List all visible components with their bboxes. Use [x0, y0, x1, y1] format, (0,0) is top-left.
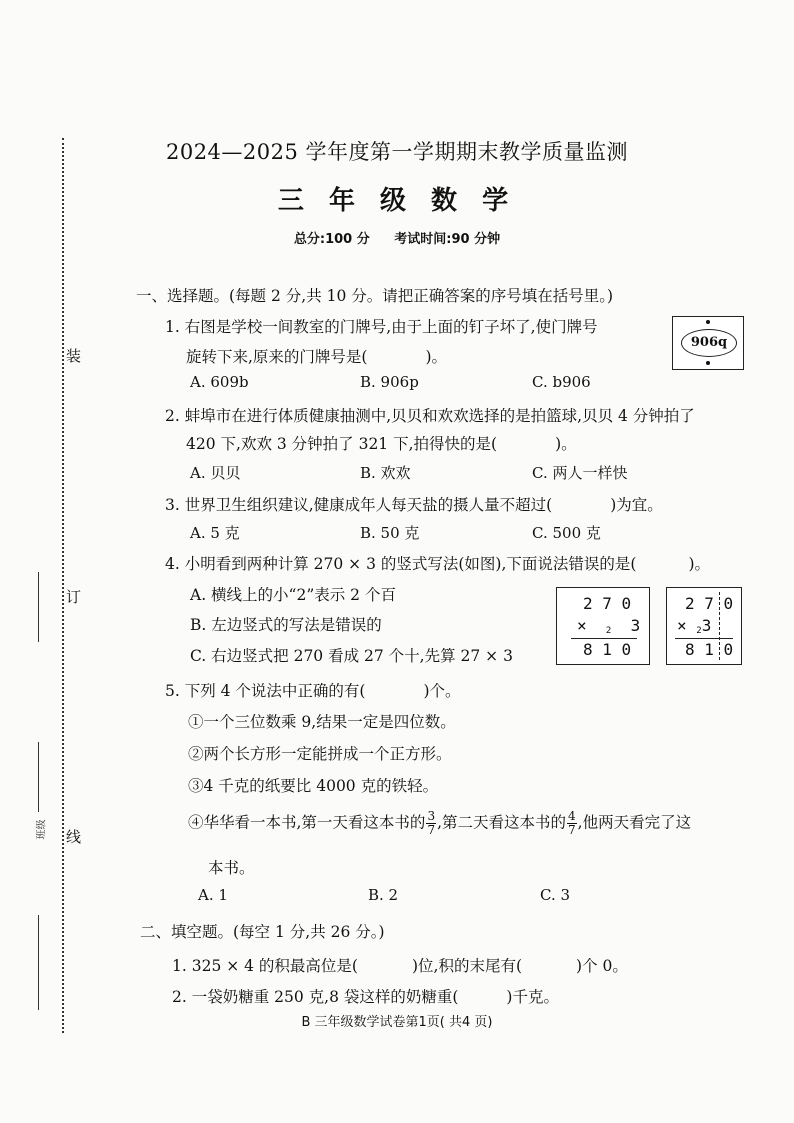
door-plate-figure: [672, 316, 744, 370]
side-label-class: 班级: [36, 819, 48, 840]
q3-option-a[interactable]: A. 5 克: [190, 524, 240, 542]
q2-option-a[interactable]: A. 贝贝: [190, 464, 241, 482]
q2-line1: 2. 蚌埠市在进行体质健康抽测中,贝贝和欢欢选择的是拍篮球,贝贝 4 分钟拍了: [165, 407, 695, 425]
q2-option-c[interactable]: C. 两人一样快: [532, 464, 628, 482]
q3-line1: 3. 世界卫生组织建议,健康成年人每天盐的摄人量不超过( )为宜。: [165, 496, 663, 514]
q5-statement-3: ③4 千克的纸要比 4000 克的铁轻。: [188, 777, 439, 795]
calc-left-rule: [571, 638, 637, 639]
section2-heading: 二、填空题。(每空 1 分,共 26 分。): [140, 923, 385, 941]
q4-option-c[interactable]: C. 右边竖式把 270 看成 27 个十,先算 27 × 3: [190, 647, 513, 665]
calc-right-mult-row: × 23: [677, 616, 712, 636]
q1-line1: 1. 右图是学校一间教室的门牌号,由于上面的钉子坏了,使门牌号: [165, 318, 598, 336]
total-score: 总分:100 分: [293, 232, 370, 247]
nail-top: [706, 320, 710, 324]
q4-line1: 4. 小明看到两种计算 270 × 3 的竖式写法(如图),下面说法错误的是( )。: [165, 555, 710, 573]
q5-statement-1: ①一个三位数乘 9,结果一定是四位数。: [188, 713, 456, 731]
calc-right-divider: [719, 592, 720, 660]
calc-right-rule: [675, 638, 733, 639]
binding-char-zhuang: 装: [66, 347, 82, 365]
fraction-4-7: $\frac{4}{7}$: [568, 809, 576, 837]
q4-option-b[interactable]: B. 左边竖式的写法是错误的: [190, 616, 382, 634]
binding-char-xian: 线: [66, 828, 82, 846]
q4-option-a[interactable]: A. 横线上的小“2”表示 2 个百: [190, 586, 396, 604]
q1-option-a[interactable]: A. 609b: [190, 373, 249, 391]
binding-char-ding: 订: [66, 588, 82, 606]
vertical-calc-right: [666, 587, 742, 665]
q5-statement-2: ②两个长方形一定能拼成一个正方形。: [188, 745, 452, 763]
q2-line2: 420 下,欢欢 3 分钟拍了 321 下,拍得快的是( )。: [186, 435, 577, 453]
q5-option-c[interactable]: C. 3: [540, 886, 571, 904]
q1-option-b[interactable]: B. 906p: [360, 373, 419, 391]
calc-right-top: 2 7 0: [685, 594, 734, 613]
q1-option-c[interactable]: C. b906: [532, 373, 591, 391]
calc-left-top: 2 7 0: [583, 594, 632, 613]
fraction-3-7: $\frac{3}{7}$: [427, 809, 436, 837]
q5-option-b[interactable]: B. 2: [368, 886, 399, 904]
subject-title: 三 年 级 数 学: [277, 186, 517, 216]
q5-statement-4-cont: 本书。: [208, 859, 255, 877]
class-fill-line: [38, 742, 39, 812]
number-fill-line: [38, 915, 39, 1010]
calc-right-result: 8 1 0: [685, 640, 734, 659]
binding-dotted-line: [62, 138, 64, 1033]
q5-option-a[interactable]: A. 1: [198, 886, 228, 904]
q1-line2: 旋转下来,原来的门牌号是( )。: [186, 348, 448, 366]
page-footer: B 三年级数学试卷第1页( 共4 页): [301, 1015, 493, 1030]
q3-option-b[interactable]: B. 50 克: [360, 524, 420, 542]
s2-q2: 2. 一袋奶糖重 250 克,8 袋这样的奶糖重( )千克。: [172, 988, 559, 1006]
q2-option-b[interactable]: B. 欢欢: [360, 464, 411, 482]
s2-q1: 1. 325 × 4 的积最高位是( )位,积的末尾有( )个 0。: [172, 957, 628, 975]
q5-line1: 5. 下列 4 个说法中正确的有( )个。: [165, 682, 461, 700]
nail-bottom: [706, 361, 710, 365]
vertical-calc-left: [556, 587, 650, 665]
q5-statement-4: ④华华看一本书,第一天看这本书的 $\frac{3}{7}$ ,第二天看这本书的 $\frac{4}{7}$ ,他两天看完了这: [188, 809, 692, 837]
door-number: 906q: [681, 329, 737, 357]
name-fill-line: [38, 572, 39, 642]
calc-left-result: 8 1 0: [583, 640, 632, 659]
section1-heading: 一、选择题。(每题 2 分,共 10 分。请把正确答案的序号填在括号里。): [136, 287, 614, 305]
q3-option-c[interactable]: C. 500 克: [532, 524, 601, 542]
exam-title: 2024—2025 学年度第一学期期末教学质量监测: [165, 140, 629, 164]
calc-left-mult-row: × 2 3: [577, 616, 641, 636]
exam-meta: [0, 228, 794, 247]
exam-time: 考试时间:90 分钟: [394, 232, 501, 247]
